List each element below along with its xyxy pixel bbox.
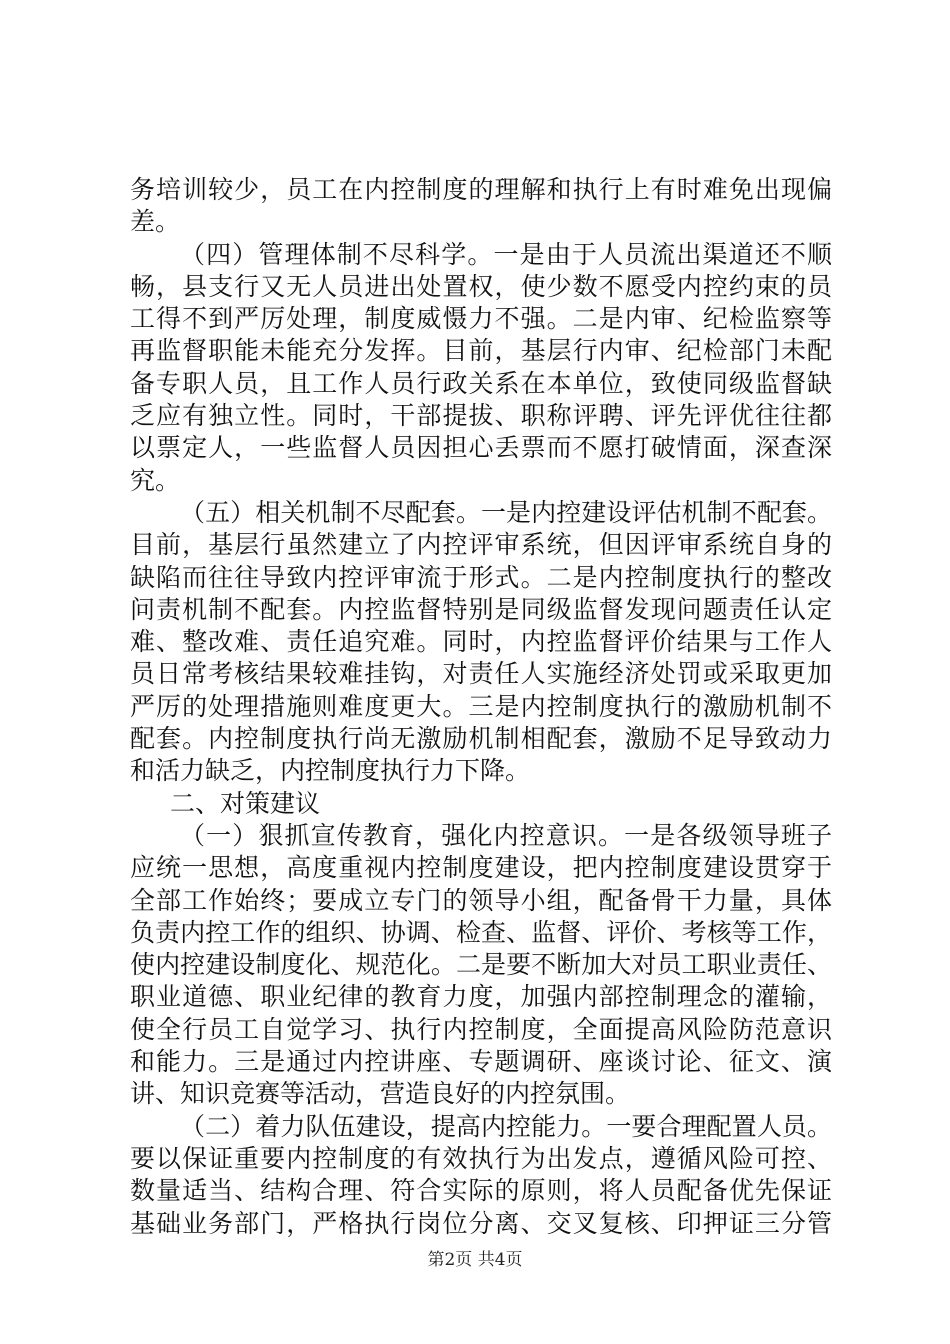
text-line: 务培训较少，员工在内控制度的理解和执行上有时难免出现偏: [130, 175, 832, 204]
section-heading: 二、对策建议: [170, 788, 321, 818]
text-line: 和能力。三是通过内控讲座、专题调研、座谈讨论、征文、演: [130, 1047, 832, 1077]
page-number-footer: 第2页 共4页: [427, 1250, 523, 1270]
text-line: 工得不到严厉处理，制度威慑力不强。二是内审、纪检监察等: [130, 304, 832, 334]
text-line: 配套。内控制度执行尚无激励机制相配套，激励不足导致动力: [130, 724, 832, 754]
text-line: （一）狠抓宣传教育，强化内控意识。一是各级领导班子: [180, 820, 832, 850]
text-line: 严厉的处理措施则难度更大。三是内控制度执行的激励机制不: [130, 691, 832, 721]
text-line: 缺陷而往往导致内控评审流于形式。二是内控制度执行的整改: [130, 562, 832, 592]
text-line: （二）着力队伍建设，提高内控能力。一要合理配置人员。: [180, 1111, 832, 1141]
text-line: 负责内控工作的组织、协调、检查、监督、评价、考核等工作，: [130, 917, 832, 947]
text-line: 员日常考核结果较难挂钩，对责任人实施经济处罚或采取更加: [130, 659, 832, 689]
text-line: 职业道德、职业纪律的教育力度，加强内部控制理念的灌输，: [130, 982, 832, 1012]
text-line: 畅，县支行又无人员进出处置权，使少数不愿受内控约束的员: [130, 271, 832, 301]
text-line: 使内控建设制度化、规范化。二是要不断加大对员工职业责任、: [130, 950, 832, 980]
text-line: 差。: [130, 207, 181, 237]
text-line: 备专职人员，且工作人员行政关系在本单位，致使同级监督缺: [130, 368, 832, 398]
text-line: 应统一思想，高度重视内控制度建设，把内控制度建设贯穿于: [130, 853, 832, 883]
text-line: 全部工作始终；要成立专门的领导小组，配备骨干力量，具体: [130, 885, 832, 915]
text-line: 和活力缺乏，内控制度执行力下降。: [130, 756, 531, 786]
text-line: （四）管理体制不尽科学。一是由于人员流出渠道还不顺: [180, 239, 832, 269]
text-line: 使全行员工自觉学习、执行内控制度，全面提高风险防范意识: [130, 1014, 832, 1044]
text-line: 究。: [130, 465, 181, 495]
text-line: 要以保证重要内控制度的有效执行为出发点，遵循风险可控、: [130, 1143, 832, 1173]
text-line: 问责机制不配套。内控监督特别是同级监督发现问题责任认定: [130, 594, 832, 624]
text-line: 乏应有独立性。同时，干部提拔、职称评聘、评先评优往往都: [130, 401, 832, 431]
text-line: 以票定人，一些监督人员因担心丢票而不愿打破情面，深查深: [130, 433, 832, 463]
text-line: 讲、知识竞赛等活动，营造良好的内控氛围。: [130, 1079, 631, 1109]
text-line: 目前，基层行虽然建立了内控评审系统，但因评审系统自身的: [130, 530, 832, 560]
text-line: 基础业务部门，严格执行岗位分离、交叉复核、印押证三分管: [130, 1208, 832, 1238]
text-line: 数量适当、结构合理、符合实际的原则，将人员配备优先保证: [130, 1176, 832, 1206]
text-line: 再监督职能未能充分发挥。目前，基层行内审、纪检部门未配: [130, 336, 832, 366]
text-line: （五）相关机制不尽配套。一是内控建设评估机制不配套。: [180, 497, 832, 527]
text-line: 难、整改难、责任追究难。同时，内控监督评价结果与工作人: [130, 627, 832, 657]
document-body: [130, 174, 832, 1240]
